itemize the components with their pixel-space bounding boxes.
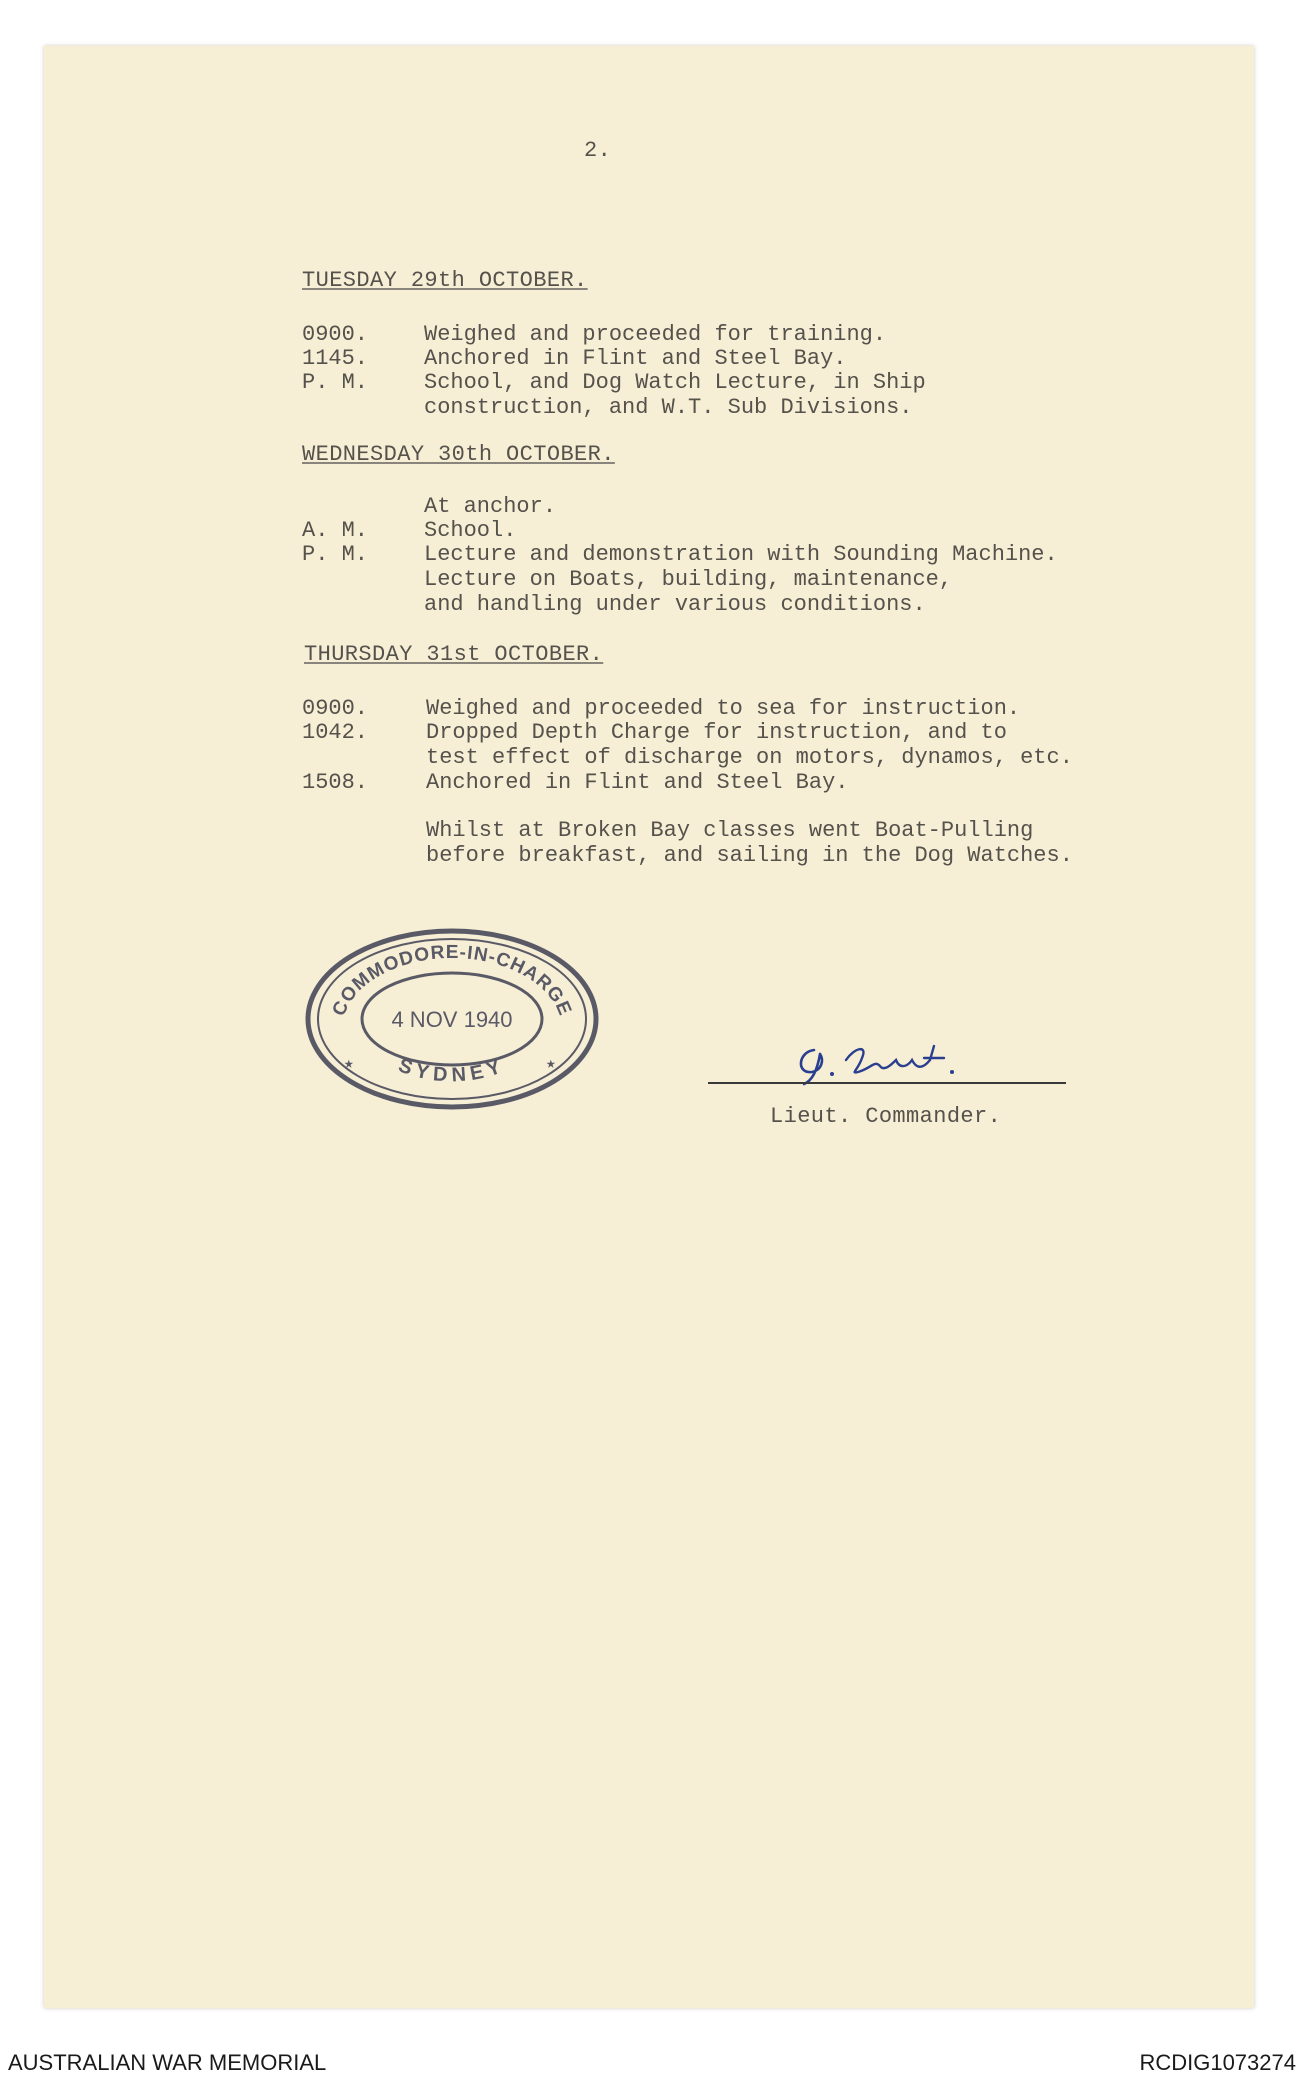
section-heading-wednesday: WEDNESDAY 30th OCTOBER. xyxy=(302,442,615,467)
page-number: 2. xyxy=(584,138,612,163)
entry-text: At anchor. xyxy=(424,494,557,519)
entry-text: Anchored in Flint and Steel Bay. xyxy=(426,770,849,795)
document-page xyxy=(44,46,1254,2008)
footer-left: AUSTRALIAN WAR MEMORIAL xyxy=(8,2050,327,2075)
signature-line xyxy=(708,1082,1066,1084)
entry-time: 1508. xyxy=(302,770,369,795)
entry-text: Weighed and proceeded for training. xyxy=(424,322,887,347)
stamp-top-text: COMMODORE-IN-CHARGE xyxy=(328,942,576,1020)
stamp-star-right: ★ xyxy=(546,1055,556,1073)
stamp-bottom-text: SYDNEY xyxy=(395,1054,509,1087)
commodore-stamp xyxy=(304,926,600,1112)
stamp-star-left: ★ xyxy=(344,1055,354,1073)
section-heading-thursday: THURSDAY 31st OCTOBER. xyxy=(304,642,604,667)
handwritten-signature xyxy=(784,1030,1014,1090)
entry-time: P. M. xyxy=(302,542,369,567)
entry-time: 1145. xyxy=(302,346,369,371)
stamp-date: 4 NOV 1940 xyxy=(391,1007,513,1032)
entry-text: Weighed and proceeded to sea for instruction. xyxy=(426,696,1021,721)
footer-right: RCDIG1073274 xyxy=(1139,2050,1296,2075)
closing-paragraph: Whilst at Broken Bay classes went Boat-Pulling before breakfast, and sailing in the Dog Watches. xyxy=(426,818,1073,868)
entry-text: Lecture and demonstration with Sounding Machine. Lecture on Boats, building, maintenance, and handling under various conditions. xyxy=(424,542,1058,617)
entry-time: 0900. xyxy=(302,322,369,347)
entry-time: 0900. xyxy=(302,696,369,721)
entry-text: School. xyxy=(424,518,517,543)
section-heading-tuesday: TUESDAY 29th OCTOBER. xyxy=(302,268,588,293)
entry-time: A. M. xyxy=(302,518,369,543)
entry-time: 1042. xyxy=(302,720,369,745)
entry-time: P. M. xyxy=(302,370,369,395)
entry-text: Dropped Depth Charge for instruction, and to test effect of discharge on motors, dynamos, etc. xyxy=(426,720,1073,770)
entry-text: School, and Dog Watch Lecture, in Ship construction, and W.T. Sub Divisions. xyxy=(424,370,926,420)
signatory-title: Lieut. Commander. xyxy=(770,1104,1002,1129)
svg-text:SYDNEY xyxy=(395,1054,508,1086)
entry-text: Anchored in Flint and Steel Bay. xyxy=(424,346,847,371)
